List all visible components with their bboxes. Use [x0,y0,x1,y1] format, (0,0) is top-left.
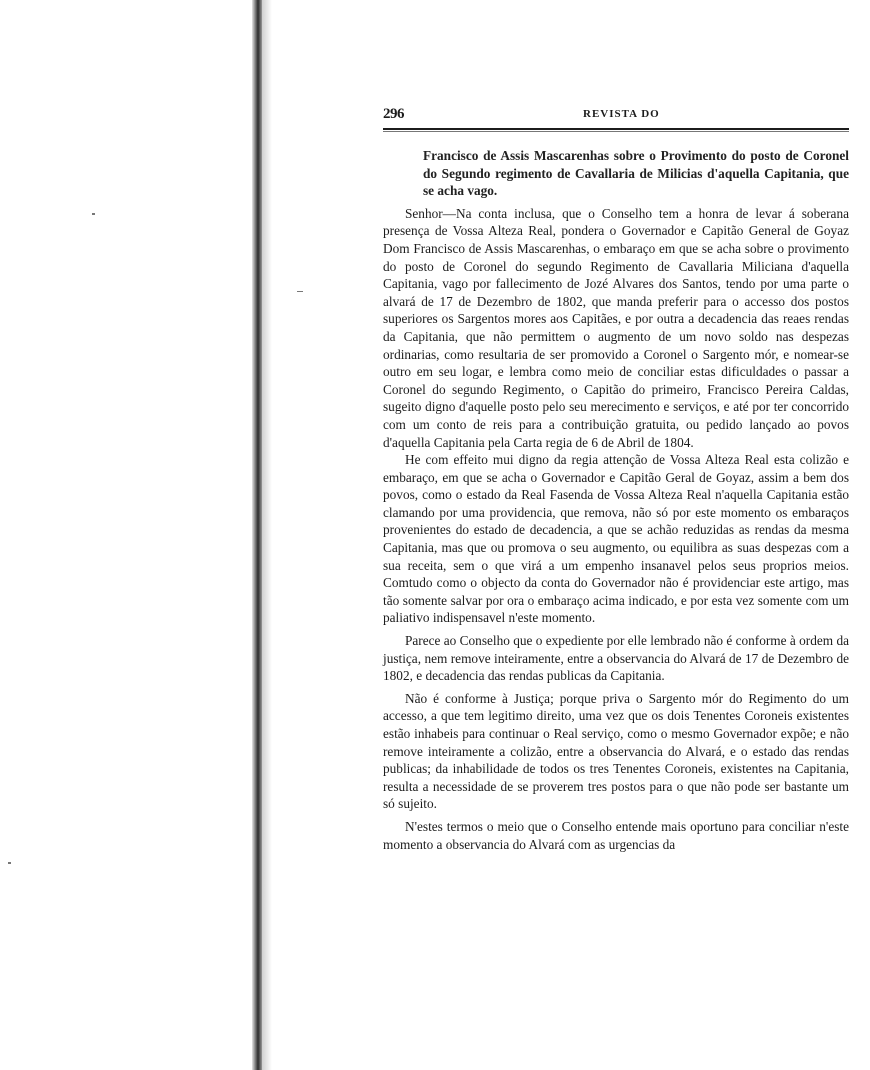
header-rule [383,128,849,132]
paragraph: Não é conforme à Justiça; porque priva o Sargento mór do Regimento do um accesso, a que tem legitimo direito, uma vez que os dois Tenentes Coroneis existentes estão inhabeis para continuar o Real serviço, como o mesmo Governador expõe; e não remove inteiramente a colizão, entre a observancia do Alvará, e o estado das rendas publicas; da inhabilidade de todos os tres Tenentes Coroneis, existentes na Capitania, resulta a necessidade de se proverem tres postos para o que não pode ser bastante um só sujeito. [383,690,849,812]
gutter-shadow [262,0,272,1070]
paragraph: Parece ao Conselho que o expediente por elle lembrado não é conforme à ordem da justiça, nem remove inteiramente, entre a observancia do Alvará de 17 de Dezembro de 1802, e decadencia das rendas publicas da Capitania. [383,633,849,684]
running-title: REVISTA DO [583,108,660,120]
paragraph: N'estes termos o meio que o Conselho entende mais oportuno para conciliar n'este momento a observancia do Alvará com as urgencias da [383,818,849,852]
page-number: 296 [383,106,404,122]
scan-speck [297,291,303,292]
article-body [383,147,849,853]
paragraph: He com effeito mui digno da regia attenção de Vossa Alteza Real esta colizão e embaraço, em que se acha o Governador e Capitão Geral de Goyaz, assim a bem dos povos, como o estado da Real Fasenda de Vossa Alteza Real n'aquella Capitania estão clamando por uma providencia, que remova, não só por este momento os embaraços provenientes do estado de decadencia, a que se achão reduzidas as rendas da mesma Capitania, mas que ou promova o seu augmento, ou equilibra as suas despezas com a sua receita, sem o que virá a um empenho insanavel pelos seus proprios meios. Comtudo como o objecto da conta do Governador não é providenciar este artigo, mas tão somente salvar por ora o embaraço acima indicado, e por esta vez somente com um paliativo indispensavel n'este momento. [383,452,849,626]
paragraph: Senhor—Na conta inclusa, que o Conselho tem a honra de levar á soberana presença de Vossa Alteza Real, pondera o Governador e Capitão General de Goyaz Dom Francisco de Assis Mascarenhas, o embaraço em que se acha sobre o provimento do posto de Coronel do segundo Regimento de Cavallaria Miliciana d'aquella Capitania, vago por fallecimento de Jozé Alvares dos Santos, tendo por uma parte o alvará de 17 de Dezembro de 1802, que manda preferir para o accesso dos postos superiores os Sargentos mores aos Capitães, e por outra a decadencia das reaes rendas da Capitania, que não permittem o augmento de um novo soldo nas despezas ordinarias, como resultaria de ser promovido a Coronel o Sargento mór, e nomear-se outro em seu logar, e lembra como meio de conciliar estas dificuldades o passar a Coronel do segundo Regimento, o Capitão do primeiro, Francisco Pereira Caldas, sugeito digno d'aquelle posto pelo seu merecimento e serviços, e até por ter concorrido com um conto de reis para a contribuição gratuita, ou pedido lançado ao povos d'aquella Capitania pela Carta regia de 6 de Abril de 1804. [383,205,849,450]
book-spine [252,0,262,1070]
scan-speck [92,213,95,215]
page-header [383,106,849,128]
scan-speck [8,862,11,864]
article-heading: Francisco de Assis Mascarenhas sobre o Provimento do posto de Coronel do Segundo regimento de Cavallaria de Milicias d'aquella Capitania, que se acha vago. [423,148,849,199]
